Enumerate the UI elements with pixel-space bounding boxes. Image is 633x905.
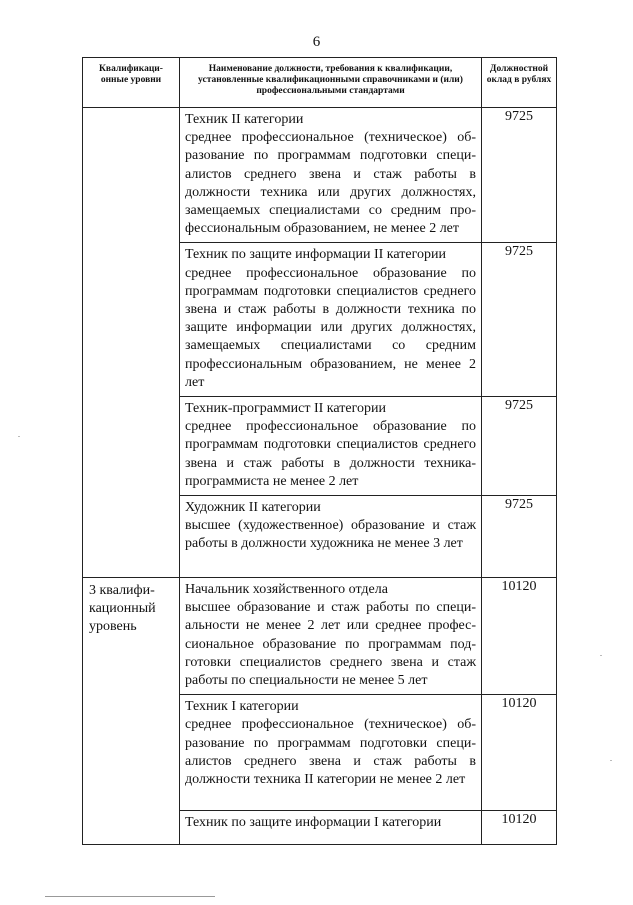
- salary-cell: 9725: [482, 243, 557, 397]
- level-cell: [83, 578, 180, 845]
- job-requirements: среднее профессиональное образование по программам подготовки специалистов среднего звена и стаж работы в должности техника по защите информации или других должностях, замещаемых специалистами со средним профессиональным образованием, не менее 2 лет: [185, 265, 476, 390]
- description-cell: [180, 811, 482, 845]
- description-cell: [180, 108, 482, 243]
- job-title: Техник по защите информации II категории: [185, 247, 446, 263]
- level-cell-continued: [83, 108, 180, 578]
- job-title: Техник по защите информации I категории: [185, 815, 442, 831]
- scan-artifact: [18, 436, 20, 437]
- job-title: Техник-программист II категории: [185, 401, 386, 417]
- job-requirements: среднее профессиональное образование по программам подготовки специалистов среднего звена и стаж работы в должности техника-программиста не менее 2 лет: [185, 419, 476, 489]
- salary-cell: 10120: [482, 811, 557, 845]
- job-title: Художник II категории: [185, 500, 321, 516]
- header-salary: Должностной оклад в рублях: [482, 58, 557, 108]
- job-requirements: среднее профессиональное (техническое) образование по программам подготовки специалистов среднего звена и стаж работы в должности техника или других должностях, замещаемых специалистами со средним профессиональным образованием, не менее 2 лет: [185, 130, 476, 237]
- salary-cell: 9725: [482, 397, 557, 496]
- table-row: [83, 578, 557, 695]
- job-title: Техник I категории: [185, 699, 299, 715]
- page-number: 6: [312, 34, 321, 50]
- job-title: Техник II категории: [185, 112, 304, 127]
- job-requirements: среднее профессиональное (техническое) образование по программам подготовки специалистов среднего звена и стаж работы в должности техника II категории не менее 2 лет: [185, 717, 476, 788]
- job-title: Начальник хозяйственного отдела: [185, 582, 388, 598]
- table-header-row: [83, 58, 557, 108]
- description-cell: [180, 243, 482, 397]
- description-cell: [180, 397, 482, 496]
- description-cell: [180, 695, 482, 811]
- salary-cell: 9725: [482, 496, 557, 578]
- salary-cell: 10120: [482, 578, 557, 695]
- description-cell: [180, 496, 482, 578]
- level-label: 3 квалификационный уровень: [89, 583, 156, 635]
- salary-cell: 9725: [482, 108, 557, 243]
- header-description: Наименование должности, требования к квалификации, установленные квалификационными справочниками и (или) профессиональными стандартами: [180, 58, 482, 108]
- scan-artifact: [600, 655, 602, 656]
- table-row: [83, 108, 557, 243]
- description-cell: [180, 578, 482, 695]
- job-requirements: высшее образование и стаж работы по специальности не менее 2 лет или среднее профессиональное образование по программам подготовки специалистов среднего звена и стаж работы по специальности не менее 5 лет: [185, 600, 476, 689]
- scan-artifact: [610, 760, 612, 761]
- qualification-table: [82, 57, 557, 845]
- header-level: Квалификаци-онные уровни: [83, 58, 180, 108]
- salary-cell: 10120: [482, 695, 557, 811]
- scan-edge-line: [45, 896, 215, 897]
- job-requirements: высшее (художественное) образование и стаж работы в должности художника не менее 3 лет: [185, 518, 476, 552]
